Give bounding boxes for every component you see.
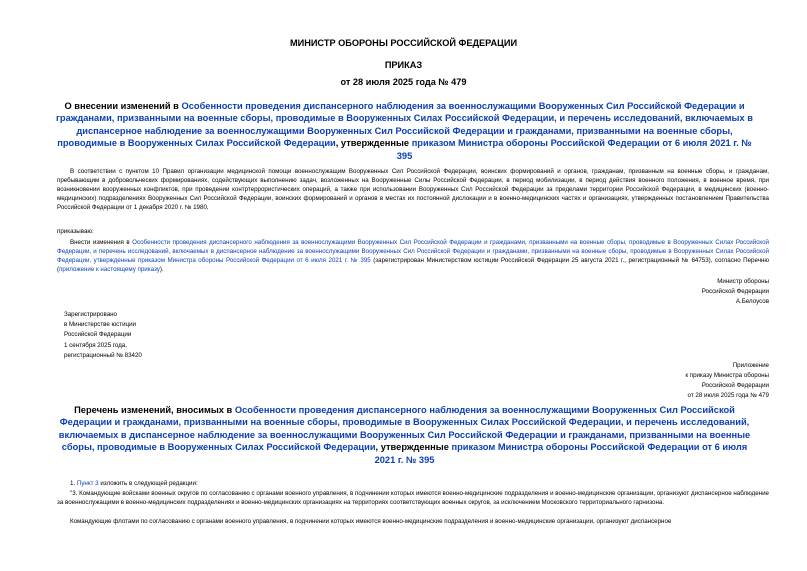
appendix-line-2: к приказу Министра обороны (685, 372, 769, 379)
doc-type-heading: ПРИКАЗ (384, 60, 423, 70)
change-item-1-text: изложить в следующей редакции: (98, 480, 198, 487)
changes-list-title (52, 404, 757, 466)
main-order-prefix: Внести изменения в (70, 239, 133, 246)
appendix-link[interactable]: приложение к настоящему приказу (59, 265, 160, 273)
appendix-block (685, 361, 769, 401)
main-order-link-features[interactable]: Особенности проведения диспансерного наблюдения за военнослужащими Вооруженных Сил Российской Федерации и гражданами, призванными на военные сборы, проводимые в Вооруженных Силах Российской Федерации, и перечень исследований, включаемых в диспансерное наблюдение за военнослужащими Вооруженных Сил Российской Федерации и гражданами, призванными на военные сборы, проводимые в Вооруженных Силах Российской Федерации, утвержденные приказом Министра обороны Российской Федерации от 6 июля 2021 г. № 395 (57, 239, 769, 264)
registration-line-3: Российской Федерации (64, 331, 132, 339)
main-order-end: ). (159, 265, 164, 273)
changes-title-link-features[interactable]: Особенности проведения диспансерного наблюдения за военнослужащими Вооруженных Сил Российской Федерации и гражданами, призванными на военные сборы, проводимые в Вооруженных Силах Российской Федерации, и перечень исследований, включаемых в диспансерное наблюдение за военнослужащими Вооруженных Сил Российской Федерации и гражданами, призванными на военные сборы, проводимые в Вооруженных Силах Российской Федерации (58, 405, 751, 453)
change-quote-paragraph-1: "3. Командующие войсками военных округов по согласованию с органами военного управления, в подчинении которых имеются военно-медицинские подразделения и военно-медицинские организации, организуют диспансерное наблюдение за военнослужащими в военно-медицинских подразделениях и военно-медицинских организациях на территориях соответствующих военных округов, за исключением Московского территориального гарнизона. (57, 490, 769, 506)
changes-title-middle: , утвержденные (375, 442, 452, 453)
order-title-middle: , утвержденные (335, 138, 412, 149)
change-item-1-link[interactable]: Пункт 3 (76, 480, 99, 487)
registration-line-5: регистрационный № 83420 (64, 351, 142, 359)
appendix-line-4: от 28 июля 2025 года № 479 (687, 392, 769, 399)
main-order-paragraph (57, 239, 769, 275)
order-title-prefix: О внесении изменений в (64, 101, 182, 111)
appendix-line-1: Приложение (732, 362, 769, 369)
ministry-heading: МИНИСТР ОБОРОНЫ РОССИЙСКОЙ ФЕДЕРАЦИИ (289, 38, 518, 48)
order-word: приказываю: (57, 228, 94, 235)
change-item-1-number: 1. (70, 480, 77, 487)
order-title-link-features[interactable]: Особенности проведения диспансерного наблюдения за военнослужащими Вооруженных Сил Российской Федерации и гражданами, призванными на военные сборы, проводимые в Вооруженных Силах Российской Федерации, и перечень исследований, включаемых в диспансерное наблюдение за военнослужащими Вооруженных Сил Российской Федерации и гражданами, призванными на военные сборы, проводимые в Вооруженных Силах Российской Федерации (56, 101, 753, 149)
changes-title-prefix: Перечень изменений, вносимых в (74, 405, 235, 415)
registration-block (64, 310, 142, 361)
signature-position: Министр обороны (717, 278, 769, 285)
order-date-number: от 28 июля 2025 года № 479 (340, 77, 467, 87)
preamble-paragraph: В соответствии с пунктом 10 Правил организации медицинской помощи военнослужащим Вооруженных Сил Российской Федерации, воинских формирований и органов, гражданам, призванным на военные сборы, и гражданам, пребывающим в добровольческих формированиях, содействующих выполнению задач, возложенных на Вооруженные Силы Российской Федерации, в период мобилизации, в период действия военного положения, в военное время, при возникновении вооруженных конфликтов, при проведении контртеррористических операций, а также при использовании Вооруженных Сил Российской Федерации за пределами территории Российской Федерации, в медицинских (военно-медицинских) подразделениях Вооруженных Сил Российской Федерации, воинских формирований и органов в местах их постоянной дислокации и в военно-медицинских частях и организациях, утвержденных постановлением Правительства Российской Федерации от 1 декабря 2020 г. № 1980, (57, 168, 769, 211)
change-quote-paragraph-2: Командующие флотами по согласованию с органами военного управления, в подчинении которых имеются военно-медицинские подразделения и военно-медицинские организации, организуют диспансерное (70, 518, 672, 525)
signature-country: Российской Федерации (701, 288, 769, 295)
signature-block (702, 277, 769, 307)
main-order-suffix: (зарегистрирован Министерством юстиции Российской Федерации 25 августа 2021 г., регистрационный № 64753), согласно Перечню ( (57, 256, 769, 273)
order-title-link-order-395[interactable]: приказом Министра обороны Российской Федерации от 6 июля 2021 г. № 395 (396, 138, 752, 161)
registration-line-4: 1 сентября 2025 года, (64, 341, 127, 349)
change-item-1 (57, 480, 769, 489)
order-title (52, 100, 757, 162)
registration-line-2: в Министерстве юстиции (64, 321, 137, 329)
registration-line-1: Зарегистрировано (64, 311, 117, 318)
appendix-line-3: Российской Федерации (701, 382, 769, 389)
signature-name: А.Белоусов (735, 298, 769, 305)
changes-title-link-order-395[interactable]: приказом Министра обороны Российской Федерации от 6 июля 2021 г. № 395 (374, 442, 748, 465)
